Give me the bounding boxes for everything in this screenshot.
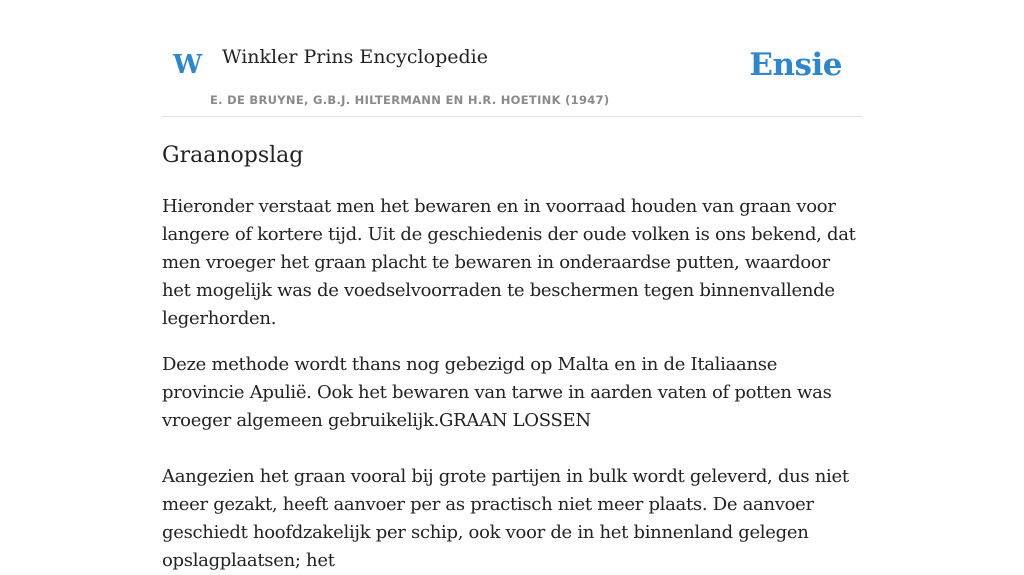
- article-paragraph: Hieronder verstaat men het bewaren en in voorraad houden van graan voor langere of kortere tijd. Uit de geschiedenis der oude volken is ons bekend, dat men vroeger het graan placht te bewaren in onderaardse putten, waardoor het mogelijk was de voedselvoorraden te beschermen tegen binnenvallende legerhorden.: [162, 196, 856, 330]
- source-authors: E. DE BRUYNE, G.B.J. HILTERMANN EN H.R. HOETINK (1947): [210, 93, 610, 107]
- article-title: Graanopslag: [162, 143, 304, 168]
- winkler-prins-logo[interactable]: W: [173, 50, 203, 80]
- article: [162, 143, 862, 575]
- content-container: [162, 0, 862, 575]
- article-paragraph: Deze methode wordt thans nog gebezigd op Malta en in de Italiaanse provincie Apulië. Ook het bewaren van tarwe in aarden vaten of potten was vroeger algemeen gebruikelijk.GRAAN LOSSEN: [162, 354, 832, 432]
- article-paragraph: Aangezien het graan vooral bij grote partijen in bulk wordt geleverd, dus niet meer gezakt, heeft aanvoer per as practisch niet meer plaats. De aanvoer geschiedt hoofdzakelijk per schip, ook voor de in het binnenland gelegen opslagplaatsen; het: [162, 466, 849, 572]
- site-header: [162, 0, 862, 117]
- source-title[interactable]: Winkler Prins Encyclopedie: [222, 46, 488, 68]
- ensie-logo-link[interactable]: Ensie: [749, 47, 842, 83]
